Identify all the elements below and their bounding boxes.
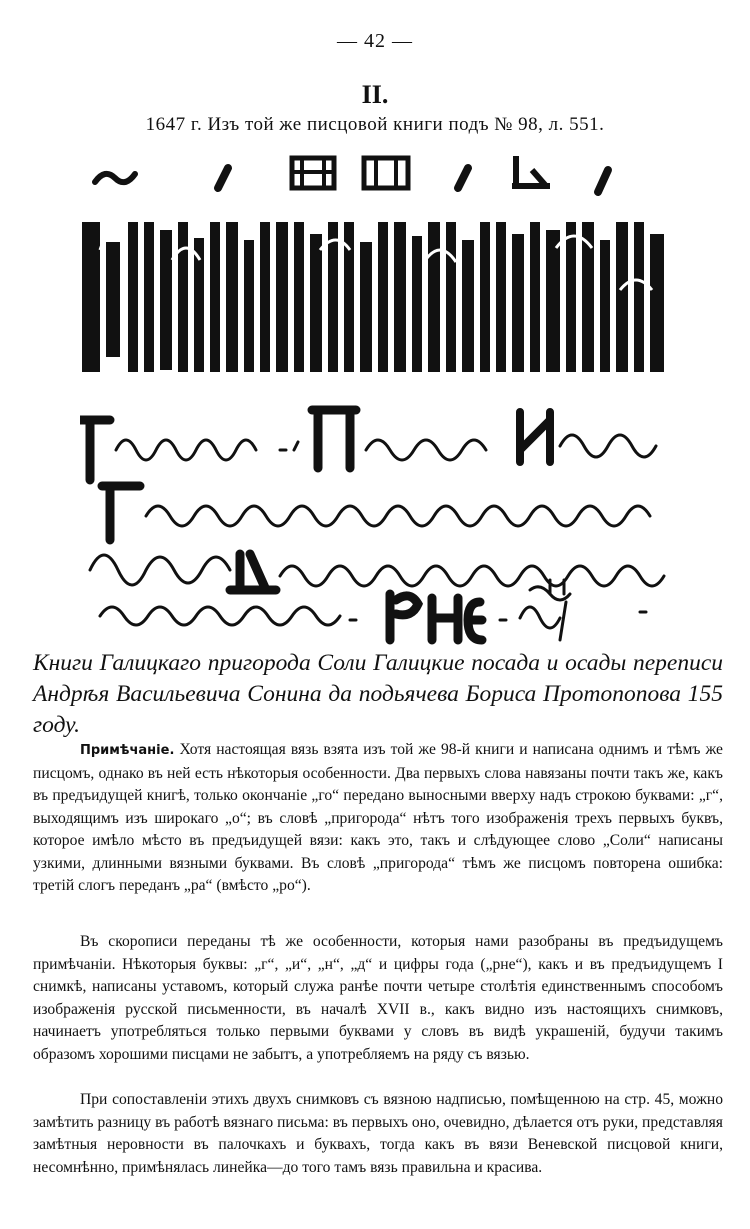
source-caption: 1647 г. Изъ той же писцовой книги подъ № 98, л. 551. — [145, 114, 605, 135]
note-paragraph-1 — [33, 739, 723, 898]
note-paragraph-1-text: Хотя настоящая вязь взята изъ той же 98-й книги и написана однимъ и тѣмъ же писцомъ, однако въ ней есть нѣкоторыя особенности. Два первыхъ слова навязаны почти такъ же, какъ въ предъидущей книгѣ, только окончаніе „го“ передано выносными вверху надъ строкою буквами: „г“, выходящимъ изъ широкаго „о“; въ словѣ „пригорода“ нѣтъ того изображенія трехъ первыхъ буквъ, которое имѣло мѣсто въ предъидущей вязи: какъ это, такъ и слѣдующее слово „Соли“ написаны узкими, длинными вязными буквами. Въ словѣ „пригорода“ тѣмъ же писцомъ повторена ошибка: третій слогъ переданъ „ра“ (вмѣсто „ро“). — [33, 741, 723, 894]
cursive-lines — [80, 410, 664, 640]
transcription-text: Книги Галицкаго пригорода Соли Галицкие посада и осады переписи Андрѣя Васильевича Сонина да подьячева Бориса Протопопова 155 году. — [33, 650, 723, 738]
section-numeral: II. — [361, 80, 389, 109]
note-label: Примѣчаніе. — [80, 743, 175, 758]
manuscript-facsimile — [80, 150, 670, 650]
note-paragraph-2: Въ скорописи переданы тѣ же особенности, которыя нами разобраны въ предъидущемъ примѣчаніи. Нѣкоторыя буквы: „г“, „и“, „н“, „д“ и цифры года („рне“), какъ и въ предъидущемъ I снимкѣ, написаны уставомъ, который служа ранѣе почти четыре столѣтія единственнымъ способомъ изображенія русской письменности, въ началѣ XVII в., какъ видно изъ настоящихъ снимковъ, начинаетъ употребляться только первыми буквами у словъ въ видѣ украшеній, будучи такимъ образомъ хорошими писцами не забытъ, а употребляемъ на ряду съ вязью. — [33, 933, 723, 1063]
date-row-marks — [95, 156, 608, 192]
vyaz-title — [82, 222, 664, 372]
note-paragraph-3: При сопоставленіи этихъ двухъ снимковъ съ вязною надписью, помѣщенною на стр. 45, можно замѣтить разницу въ работѣ вязнаго письма: въ первыхъ оно, очевидно, дѣлается отъ руки, представляя замѣтныя неровности въ палочкахъ и буквахъ, тогда какъ въ вязи Веневской писцовой книги, несомнѣнно, примѣнялась линейка—до того тамъ вязь правильна и красива. — [33, 1091, 723, 1176]
page-number: — 42 — — [337, 30, 413, 52]
